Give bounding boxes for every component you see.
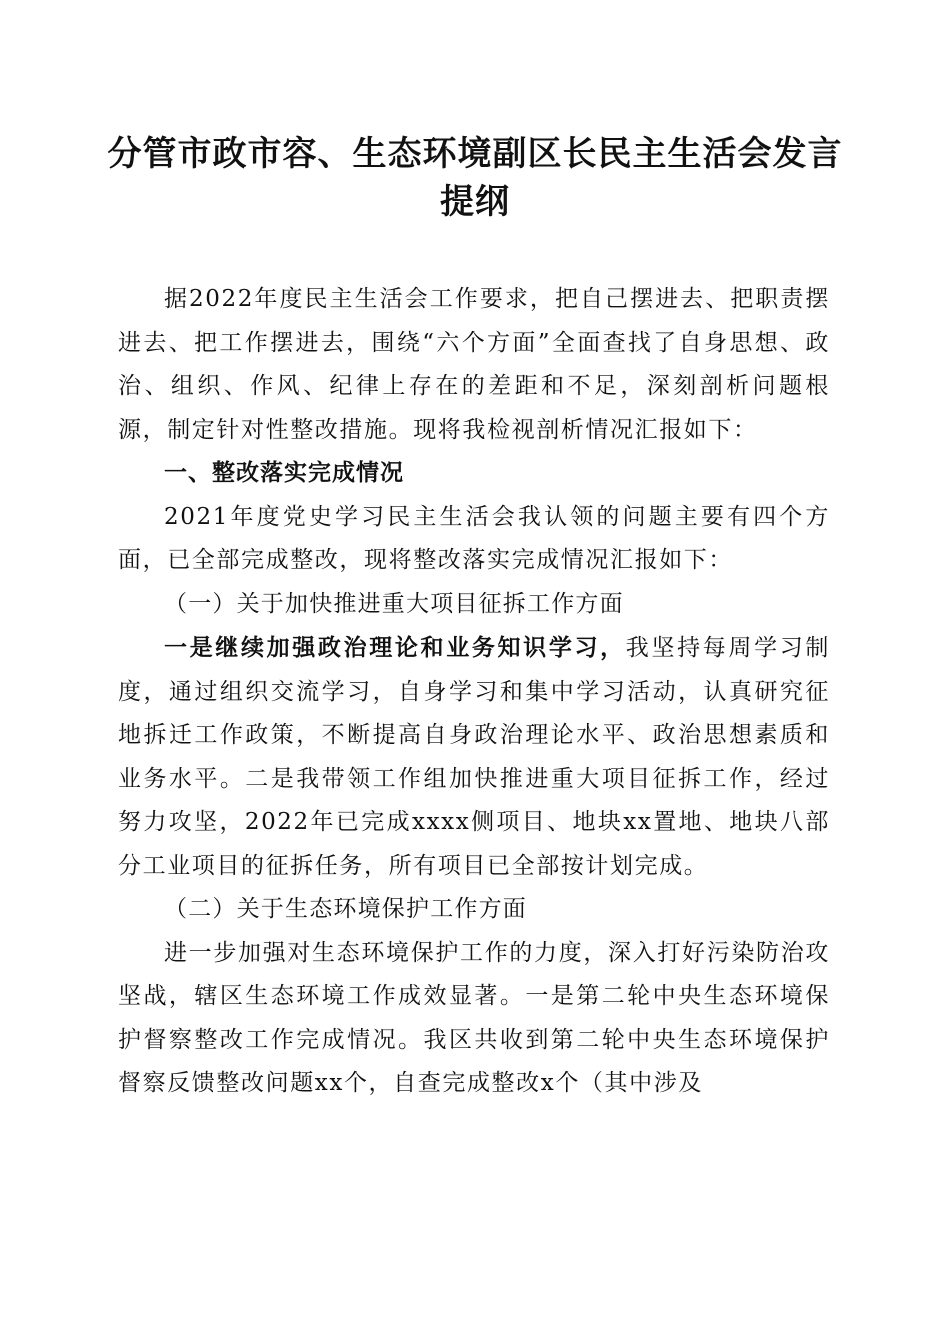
subsection-heading-2: （二）关于生态环境保护工作方面 — [164, 896, 527, 922]
section-heading: 一、整改落实完成情况 — [164, 460, 404, 486]
subsection-1-text: 我坚持每周学习制度，通过组织交流学习，自身学习和集中学习活动，认真研究征地拆迁工作政策，不断提高自身政治理论水平、政治思想素质和业务水平。二是我带领工作组加快推进重大项目征拆工作，经过努力攻坚，2022年已完成xxxx侧项目、地块xx置地、地块八部分工业项目的征拆任务，所有项目已全部按计划完成。 — [118, 635, 830, 879]
document-title: 分管市政市容、生态环境副区长民主生活会发言提纲 — [107, 134, 843, 222]
section-intro-paragraph: 2021年度党史学习民主生活会我认领的问题主要有四个方面，已全部完成整改，现将整改落实完成情况汇报如下： — [118, 503, 830, 573]
subsection-1-lead: 一是继续加强政治理论和业务知识学习， — [164, 634, 626, 661]
subsection-2-paragraph: 进一步加强对生态环境保护工作的力度，深入打好污染防治攻坚战，辖区生态环境工作成效显著。一是第二轮中央生态环境保护督察整改工作完成情况。我区共收到第二轮中央生态环境保护督察反馈整改问题xx个，自查完成整改x个（其中涉及 — [118, 939, 830, 1096]
document-body — [118, 278, 830, 1106]
subsection-heading-1: （一）关于加快推进重大项目征拆工作方面 — [164, 590, 624, 617]
intro-paragraph: 据2022年度民主生活会工作要求，把自己摆进去、把职责摆进去、把工作摆进去，围绕“六个方面”全面查找了自身思想、政治、组织、作风、纪律上存在的差距和不足，深刻剖析问题根源，制定针对性整改措施。现将我检视剖析情况汇报如下： — [118, 286, 830, 443]
subsection-1-paragraph — [118, 626, 830, 888]
